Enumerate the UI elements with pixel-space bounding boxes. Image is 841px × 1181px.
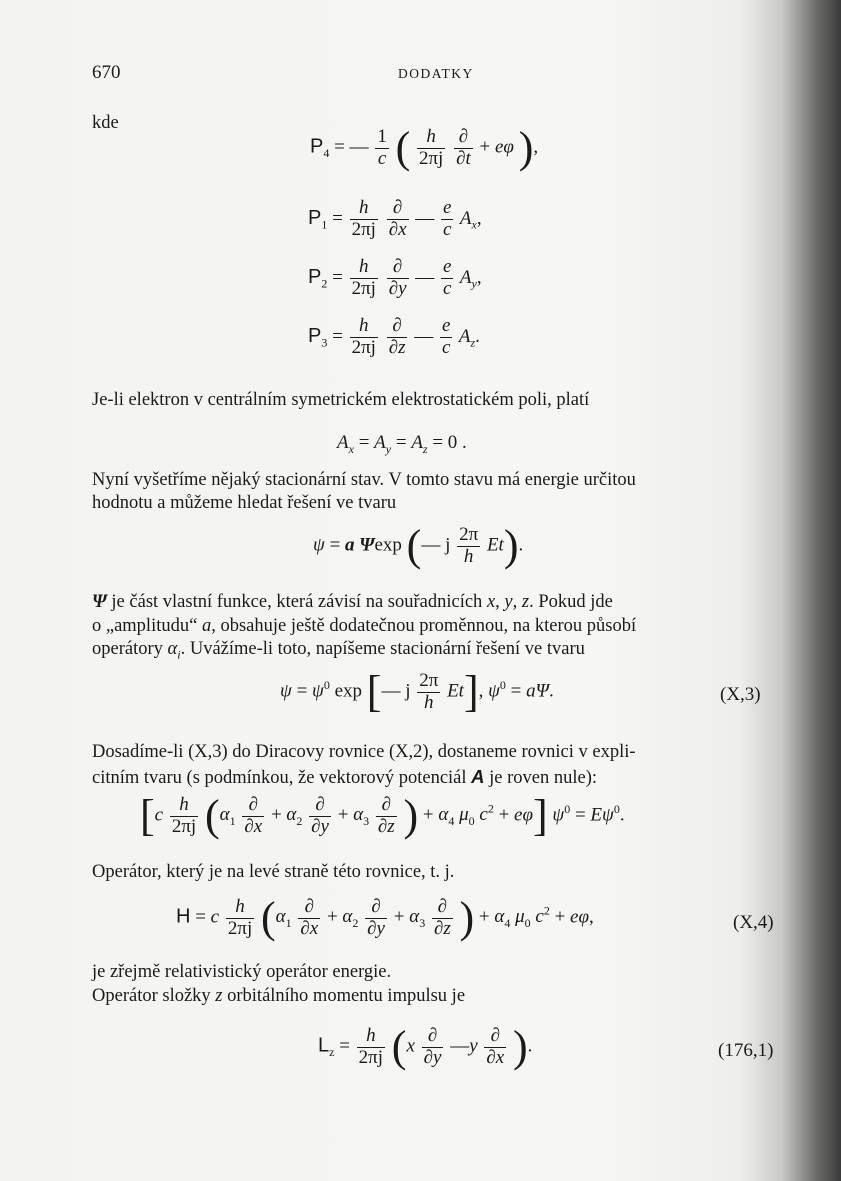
paragraph-dirac-2: citním tvaru (s podmínkou, že vektorový potenciál A je roven nule): — [92, 766, 598, 788]
equation-dirac-explicit: [c $\frac{h}{2\pi j}$ ($\alpha_1$ $\frac{\partial}{\partial x}$ + $\alpha_2$ $\frac{\partial}{\partial y}$ + $\alpha_3$ $\frac{\partial}{\partial z}$ ) + $\alpha_4$ $\mu_0$ $c^2 + e\varphi$] $\psi^0 = E\psi^0$. — [140, 791, 625, 840]
equation-A-zero: $A_x = A_y = A_z = 0$ . — [337, 432, 467, 456]
paragraph-central-field: Je-li elektron v centrálním symetrickém elektrostatickém poli, platí — [92, 390, 590, 410]
paragraph-psi-1: Ψ je část vlastní funkce, která závisí na souřadnicích x, y, z. Pokud jde — [92, 592, 613, 612]
equation-P3: $P_3$ = $\frac{h}{2\pi j}$ $\frac{\partial}{\partial z}$ — $\frac{e}{c}$ $A_z$. — [308, 315, 480, 358]
equation-label-176-1: (176,1) — [718, 1040, 774, 1061]
equation-Lz: $L_z$ = $\frac{h}{2\pi j}$ (x $\frac{\partial}{\partial y}$ —y $\frac{\partial}{\partial x}$ ). — [318, 1022, 533, 1071]
equation-label-X4: (X,4) — [733, 912, 774, 933]
equation-P1: $P_1$ = $\frac{h}{2\pi j}$ $\frac{\partial}{\partial x}$ — $\frac{e}{c}$ $A_x$, — [308, 197, 482, 240]
paragraph-orbital: Operátor složky z orbitálního momentu impulsu je — [92, 986, 466, 1006]
paragraph-dirac-1: Dosadíme-li (X,3) do Diracovy rovnice (X,2), dostaneme rovnici v expli- — [92, 742, 636, 762]
paragraph-relativistic: je zřejmě relativistický operátor energie. — [92, 962, 392, 982]
paragraph-operator: Operátor, který je na levé straně této rovnice, t. j. — [92, 862, 455, 882]
paragraph-stationary-2: hodnotu a můžeme hledat řešení ve tvaru — [92, 493, 397, 513]
running-head: DODATKY — [398, 66, 474, 81]
paragraph-psi-2: o „amplitudu“ a, obsahuje ještě dodatečnou proměnnou, na kterou působí — [92, 616, 637, 636]
equation-psi: ψ = a Ψexp (— j $\frac{2\pi}{h}$ Et). — [313, 521, 524, 570]
equation-label-X3: (X,3) — [720, 684, 761, 705]
page-number: 670 — [92, 62, 121, 83]
equation-P2: $P_2$ = $\frac{h}{2\pi j}$ $\frac{\partial}{\partial y}$ — $\frac{e}{c}$ $A_y$, — [308, 256, 482, 299]
equation-X3: $\psi = \psi^0$ exp [— j $\frac{2\pi}{h}$ Et], $\psi^0 = a\Psi$. — [280, 667, 554, 716]
paragraph-stationary-1: Nyní vyšetříme nějaký stacionární stav. V tomto stavu má energie určitou — [92, 470, 636, 490]
kde-label: kde — [92, 113, 119, 133]
equation-P4: $P_4$ = — $\frac{1}{c}$ ( $\frac{h}{2\pi j}$ $\frac{\partial}{\partial t}$ + eφ ), — [310, 123, 539, 172]
paragraph-psi-3: operátory $\alpha_i$. Uvážíme-li toto, napíšeme stacionární řešení ve tvaru — [92, 639, 585, 662]
equation-X4: H = c $\frac{h}{2\pi j}$ ($\alpha_1$ $\frac{\partial}{\partial x}$ + $\alpha_2$ $\frac{\partial}{\partial y}$ + $\alpha_3$ $\frac{\partial}{\partial z}$ ) + $\alpha_4$ $\mu_0$ $c^2 + e\varphi$, — [176, 893, 594, 942]
